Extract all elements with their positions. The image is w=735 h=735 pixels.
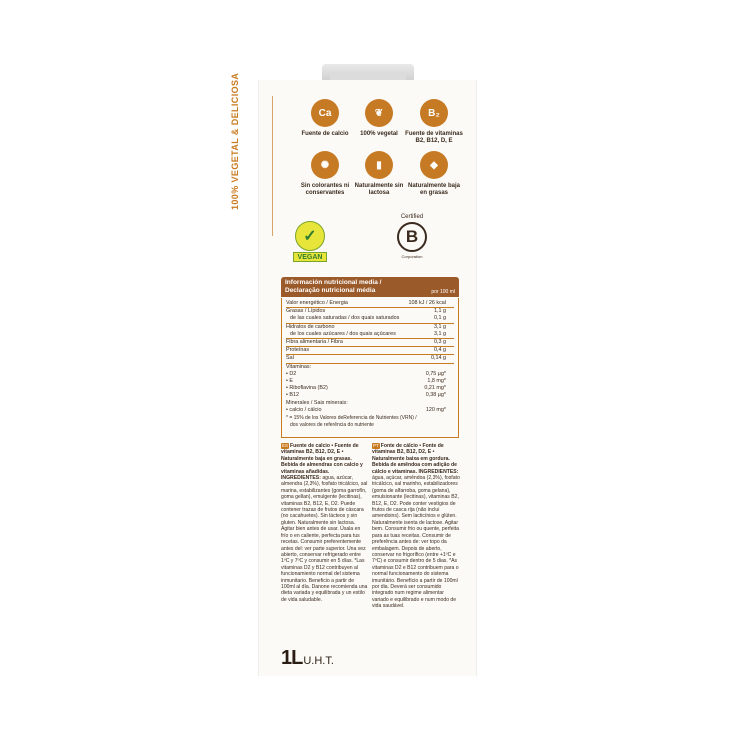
pt-claims: Fonte de cálcio • Fonte de vitaminas B2, B12, D2, E • Naturalmente baixa em gordura. Bebida de amêndoa com adição de cálcio e vitaminas. [372,443,457,475]
table-row: de los cuales azúcares / dos quais açúcares 3,1 g [286,331,454,339]
pt-ingredients-label: INGREDIENTES: [418,468,459,475]
icon-label: 100% vegetal [360,131,398,137]
vitamins-icon: B₂ [420,99,448,127]
es-ingredients-label: INGREDIENTES: [281,475,321,482]
icon-label: Naturalmente sin lactosa [354,183,404,196]
lang-badge-pt: PT [373,443,379,448]
side-slogan-text: 100% VEGETAL & DELICIOSA [230,72,240,210]
volume-label [281,647,334,670]
leaf-icon: ❦ [365,99,393,127]
table-row: • calcio / cálcio 120 mg* [286,406,446,413]
table-row: Grasas / Lípidos 1,1 g [286,308,446,315]
table-row: Hidratos de carbono 3,1 g [286,323,446,330]
text-es [281,443,369,603]
volume-uht: U.H.T. [303,655,334,667]
bcorp-badge [392,214,432,270]
es-body: agua, azúcar, almendra (2,3%), fosfato tricálcico, sal marina, estabilizantes (goma garrofín, goma gellan), emulgente (lecitinas), vitaminas B2, B12, E, D2. Puede contener trazas de frutos de cáscara (no cacahuetes). Sin lácteos y sin gluten. Naturalmente sin lactosa. Agitar bien antes de usar. Úsala en frío o en caliente, perfecta para tus recetas. Consumir preferentemente antes del: ver parte superior. Una vez abierto, conservar refrigerado entre 1ºC y 7ºC y consumir en 5 días. *Las vitaminas D2 y B12 contribuyen al funcionamiento normal del sistema inmunitario. Beneficio a partir de 100ml al día. Danone recomienda una dieta variada y equilibrada y un estilo de vida saludable. [281,475,368,603]
table-row: Fibra alimentaria / Fibra 0,3 g [286,339,454,347]
pt-body: água, açúcar, amêndoa (2,3%), fosfato tricálcico, sal marinho, estabilizadores (goma de alfarroba, goma gelana), emulsionante (lecitinas), vitaminas B2, B12, E, D2. Pode conter vestígios de frutos de casca rija (não inclui amendoins). Sem lacticínios e glúten. Naturalmente isenta de lactose. Agitar bem. Consumir frio ou quente, perfeita para as tuas receitas. Consumir de preferência antes de: ver topo da embalagem. Depois de aberto, conservar no frigorífico (entre +1ºC e 7ºC) e consumir dentro de 5 dias. *As vitaminas D2 e B12 contribuem para o normal funcionamento do sistema imunitário. Benefício a partir de 100ml por dia. Deverá ser consumido integrado num regime alimentar variado e equilibrado e num modo de vida saudável. [372,475,460,610]
bcorp-corporation: Corporation [401,254,423,259]
table-row: Sal 0,14 g [286,355,454,363]
table-row: de las cuales saturadas / dos quais saturados 0,1 g [286,315,454,323]
icon-label: Fuente de calcio [301,131,349,137]
nutrition-footnote-2: dos valores de referência do nutriente [290,422,374,429]
volume-main: 1L [281,647,303,669]
bottle-icon: ▮ [365,151,393,179]
es-claims: Fuente de calcio • Fuente de vitaminas B2, B12, D2, E • Naturalmente baja en grasas. Bebida de almendras con calcio y vitaminas añadidas. [281,443,363,475]
nutrition-title-2: Declaração nutricional média [285,287,376,294]
bcorp-certified: Certified [400,214,424,220]
nutrition-per: por 100 ml [431,289,455,295]
table-row: • Riboflavina (B2) 0,21 mg* [286,385,446,392]
drop-icon: ◆ [420,151,448,179]
table-row: • D2 0,75 µg* [286,370,446,377]
icon-label: Fuente de vitaminas B2, B12, D, E [405,131,463,144]
table-row: • E 1,8 mg* [286,378,446,385]
vegan-label: VEGAN [293,252,327,262]
bcorp-b-icon: B [397,222,427,252]
lang-badge-es: ES [282,443,289,448]
nutrition-footnote-1: * = 15% de los Valores deReferencia de Nutrientes (VRN) / [286,415,417,422]
side-divider [272,96,273,236]
vitamins-title: Vitaminas: [286,363,312,370]
icon-label: Sin colorantes ni conservantes [300,183,350,196]
table-row: Valor energético / Energia 108 kJ / 26 kcal [286,300,454,308]
icon-label: Naturalmente baja en grasas [407,183,461,196]
nutrition-table [281,298,459,438]
calcium-icon: Ca [311,99,339,127]
nutrition-title-1: Información nutricional media / [285,279,382,286]
table-row: Proteínas 0,4 g [286,347,454,355]
minerals-title: Minerales / Sais minerais: [286,399,348,406]
vegan-badge [293,221,327,265]
sun-icon: ✺ [311,151,339,179]
vegan-v-icon: ✓ [295,221,325,251]
nutrition-header [281,277,459,297]
text-pt [372,443,460,610]
table-row: • B12 0,38 µg* [286,392,446,399]
